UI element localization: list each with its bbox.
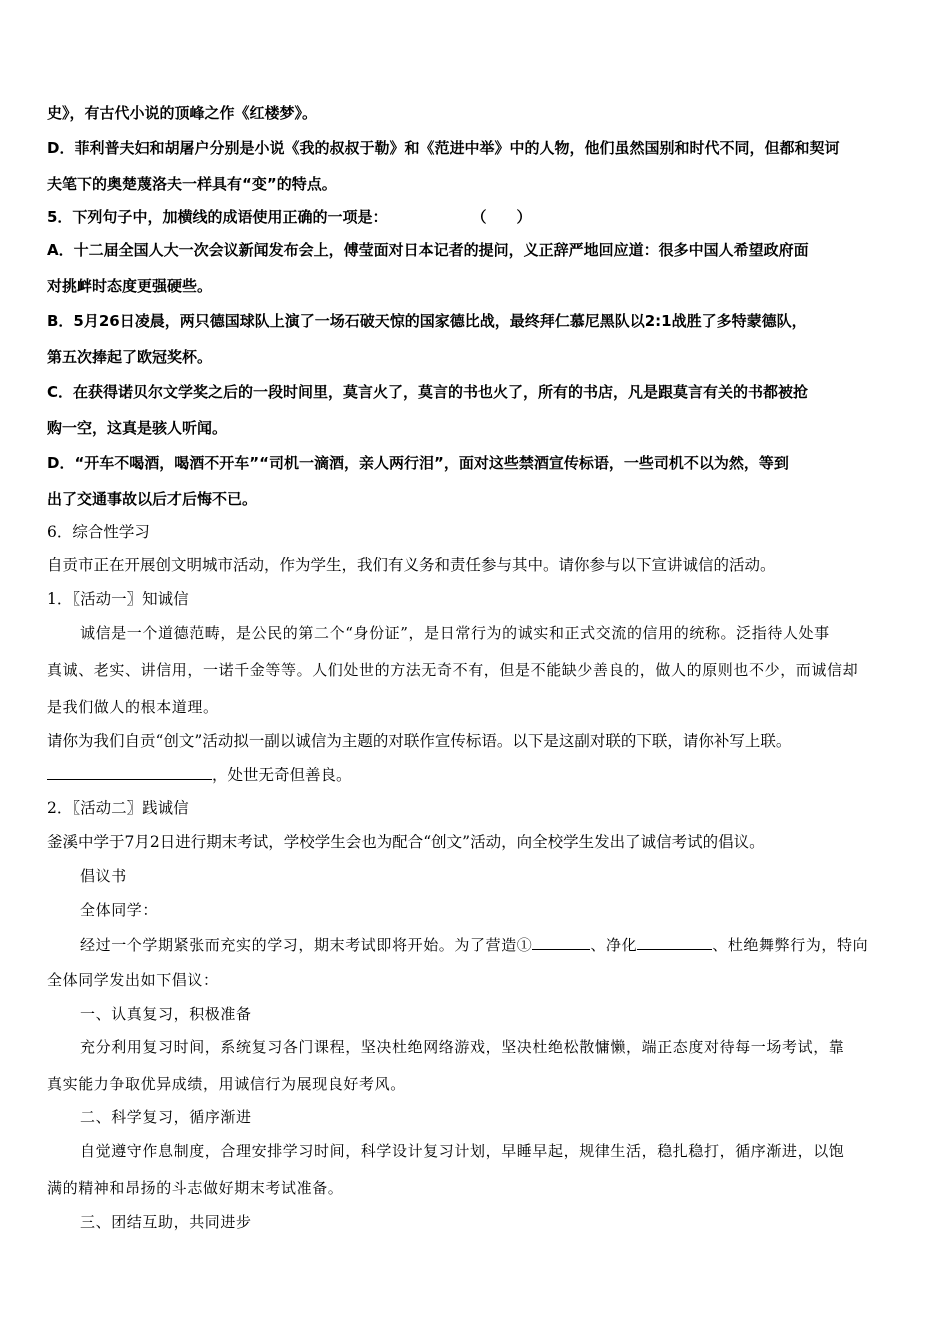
q5-option-b-line-2: 第五次捧起了欧冠奖杯。: [47, 348, 213, 366]
activity-1-title: 1．〖活动一〗知诚信: [47, 590, 189, 608]
activity-2-title: 2．〖活动二〗践诚信: [47, 799, 189, 817]
proposal-section-1-line-2: 真实能力争取优异成绩，用诚信行为展现良好考风。: [47, 1075, 406, 1093]
option-d-line-2: 夫笔下的奥楚蔑洛夫一样具有“变”的特点。: [47, 175, 337, 193]
proposal-title: 倡议书: [80, 867, 127, 885]
question-6-title: 6．综合性学习: [47, 523, 150, 541]
proposal-intro-line-2: 全体同学发出如下倡议：: [47, 971, 219, 989]
integrity-passage-line-2: 真诚、老实、讲信用，一诺千金等等。人们处世的方法无奇不有，但是不能缺少善良的，做人的原则也不少，而诚信却: [47, 661, 859, 679]
proposal-intro-text: 经过一个学期紧张而充实的学习，期末考试即将开始。为了营造①: [80, 936, 533, 954]
proposal-salutation: 全体同学：: [80, 901, 159, 919]
proposal-section-2-line-1: 自觉遵守作息制度，合理安排学习时间，科学设计复习计划，早睡早起，规律生活，稳扎稳打，循序渐进，以饱: [80, 1142, 845, 1160]
couplet-prompt: 请你为我们自贡“创文”活动拟一副以诚信为主题的对联作宣传标语。以下是这副对联的下联，请你补写上联。: [47, 732, 792, 750]
answer-parentheses: （ ）: [471, 208, 532, 226]
proposal-section-1-line-1: 充分利用复习时间，系统复习各门课程，坚决杜绝网络游戏，坚决杜绝松散慵懒，端正态度对待每一场考试，靠: [80, 1038, 845, 1056]
q5-option-a-line-2: 对挑衅时态度更强硬些。: [47, 277, 213, 295]
proposal-section-3-title: 三、团结互助，共同进步: [80, 1213, 252, 1231]
proposal-section-1-title: 一、认真复习，积极准备: [80, 1005, 252, 1023]
question-6-intro: 自贡市正在开展创文明城市活动，作为学生，我们有义务和责任参与其中。请你参与以下宣讲诚信的活动。: [47, 556, 776, 574]
proposal-section-2-line-2: 满的精神和昂扬的斗志做好期末考试准备。: [47, 1179, 344, 1197]
proposal-intro-line-1: [80, 934, 907, 955]
q5-option-d-line-1: D．“开车不喝酒，喝酒不开车”“司机一滴酒，亲人两行泪”，面对这些禁酒宣传标语，一些司机不以为然，等到: [47, 454, 789, 472]
couplet-blank[interactable]: [47, 764, 212, 780]
question-5-stem: [47, 207, 907, 227]
q5-option-c-line-2: 购一空，这真是骇人听闻。: [47, 419, 228, 437]
option-c-continuation: 史》，有古代小说的顶峰之作《红楼梦》。: [47, 104, 318, 122]
q5-option-d-line-2: 出了交通事故以后才后悔不已。: [47, 490, 258, 508]
activity-2-intro: 釜溪中学于7月2日进行期末考试，学校学生会也为配合“创文”活动，向全校学生发出了诚信考试的倡议。: [47, 833, 765, 851]
couplet-second-half: ，处世无奇但善良。: [212, 766, 352, 784]
q5-option-c-line-1: C．在获得诺贝尔文学奖之后的一段时间里，莫言火了，莫言的书也火了，所有的书店，凡是跟莫言有关的书都被抢: [47, 383, 809, 401]
q5-option-a-line-1: A．十二届全国人大一次会议新闻发布会上，傅莹面对日本记者的提问，义正辞严地回应道：很多中国人希望政府面: [47, 241, 809, 259]
proposal-intro-mid: 、净化: [590, 936, 638, 954]
integrity-passage-line-3: 是我们做人的根本道理。: [47, 698, 219, 716]
q5-option-b-line-1: B．5月26日凌晨，两只德国球队上演了一场石破天惊的国家德比战，最终拜仁慕尼黑队以2:1战胜了多特蒙德队，: [47, 312, 807, 330]
integrity-passage-line-1: 诚信是一个道德范畴，是公民的第二个“身份证”，是日常行为的诚实和正式交流的信用的统称。泛指待人处事: [80, 624, 830, 642]
question-5-text: 5．下列句子中，加横线的成语使用正确的一项是：: [47, 208, 388, 226]
proposal-section-2-title: 二、科学复习，循序渐进: [80, 1108, 252, 1126]
blank-2[interactable]: [637, 934, 712, 950]
proposal-intro-end: 、杜绝舞弊行为，特向: [712, 936, 869, 954]
couplet-answer-line: [47, 764, 907, 785]
option-d-line-1: D．菲利普夫妇和胡屠户分别是小说《我的叔叔于勒》和《范进中举》中的人物，他们虽然国别和时代不同，但都和契诃: [47, 139, 840, 157]
blank-1[interactable]: [532, 934, 590, 950]
